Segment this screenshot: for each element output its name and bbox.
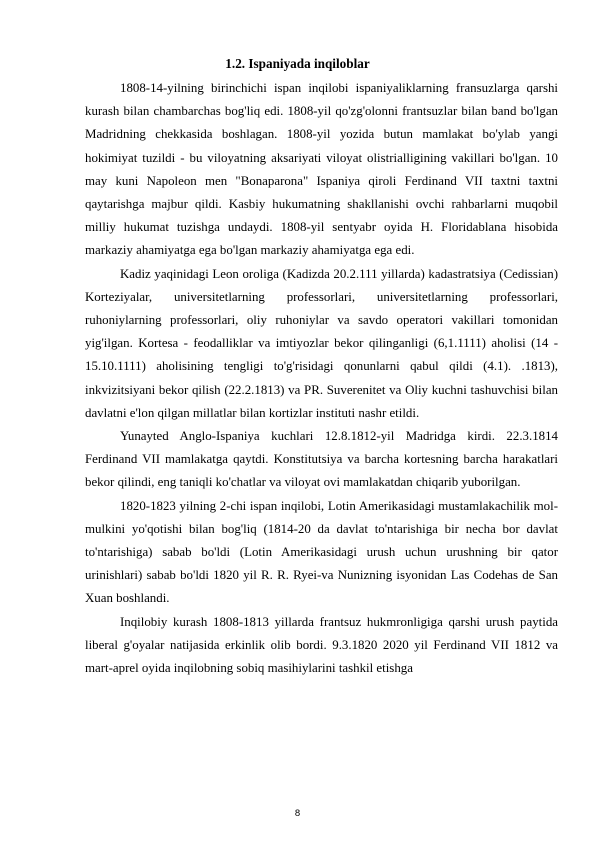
paragraph-2: Kadiz yaqinidagi Leon oroliga (Kadizda 20.2.111 yillarda) kadastratsiya (Cedissian) Korteziyalar, universitetlarning professorlari, universitetlarning professorlari, ruhoniylarning professorlari, oliy ruhoniylar va savdo operatori vakillari tomonidan yig'ilgan. Kortesa - feodalliklar va imtiyozlar bekor qilinganligi (6,1.1111) aholisi (14 - 15.10.1111) aholisining tengligi to'g'risidagi qonunlarni qabul qildi (4.1). .1813), inkvizitsiyani bekor qilish (22.2.1813) va PR. Suverenitet va Oliy kuchni tashuvchisi bilan davlatni e'lon qilgan millatlar bilan kortizlar instituti nashr etildi. bbox=[85, 266, 558, 420]
paragraph-3: Yunayted Anglo-Ispaniya kuchlari 12.8.1812-yil Madridga kirdi. 22.3.1814 Ferdinand VII mamlakatga qaytdi. Konstitutsiya va barcha kortesning barcha harakatlari bekor qilindi, eng taniqli ko'chatlar va viloyat ovi mamlakatdan chiqarib yuborilgan. bbox=[85, 429, 558, 490]
paragraph-5: Inqilobiy kurash 1808-1813 yillarda frantsuz hukmronligiga qarshi urush paytida liberal g'oyalar natijasida erkinlik olib bordi. 9.3.1820 2020 yil Ferdinand VII 1812 va mart-aprel oyida inqilobning sobiq masihiylarini tashkil etishga bbox=[85, 614, 558, 676]
page-number: 8 bbox=[294, 808, 301, 819]
paragraph-4: 1820-1823 yilning 2-chi ispan inqilobi, Lotin Amerikasidagi mustamlakachilik mol-mulkini yo'qotishi bilan bog'liq (1814-20 da davlat to'ntarishiga bir necha bor davlat to'ntarishiga) sabab bo'ldi (Lotin Amerikasidagi urush uchun urushning bir qator urinishlari) sabab bo'ldi 1820 yil R. R. Ryei-va Nunizning isyonidan Las Codehas de San Xuan boshlandi. bbox=[85, 498, 558, 606]
paragraph-1: 1808-14-yilning birinchichi ispan inqilobi ispaniyaliklarning fransuzlarga qarshi kurash bilan chambarchas bog'liq edi. 1808-yil qo'zg'olonni frantsuzlar bilan band bo'lgan Madridning chekkasida boshlagan. 1808-yil yozida butun mamlakat bo'ylab yangi hokimiyat tuzildi - bu viloyatning aksariyati viloyat olistrialligining vakillari bo'lgan. 10 may kuni Napoleon men "Bonaparona" Ispaniya qiroli Ferdinand VII taxtni taxtni qaytarishga majbur qildi. Kasbiy hukumatning shakllanishi ovchi rahbarlarni muqobil milliy hukumat tuzishga undaydi. 1808-yil sentyabr oyida H. Floridablana hisobida markaziy ahamiyatga ega bo'lgan markaziy ahamiyatga ega edi. bbox=[85, 81, 558, 258]
body-text bbox=[85, 77, 558, 680]
section-heading: 1.2. Ispaniyada inqiloblar bbox=[225, 56, 370, 71]
